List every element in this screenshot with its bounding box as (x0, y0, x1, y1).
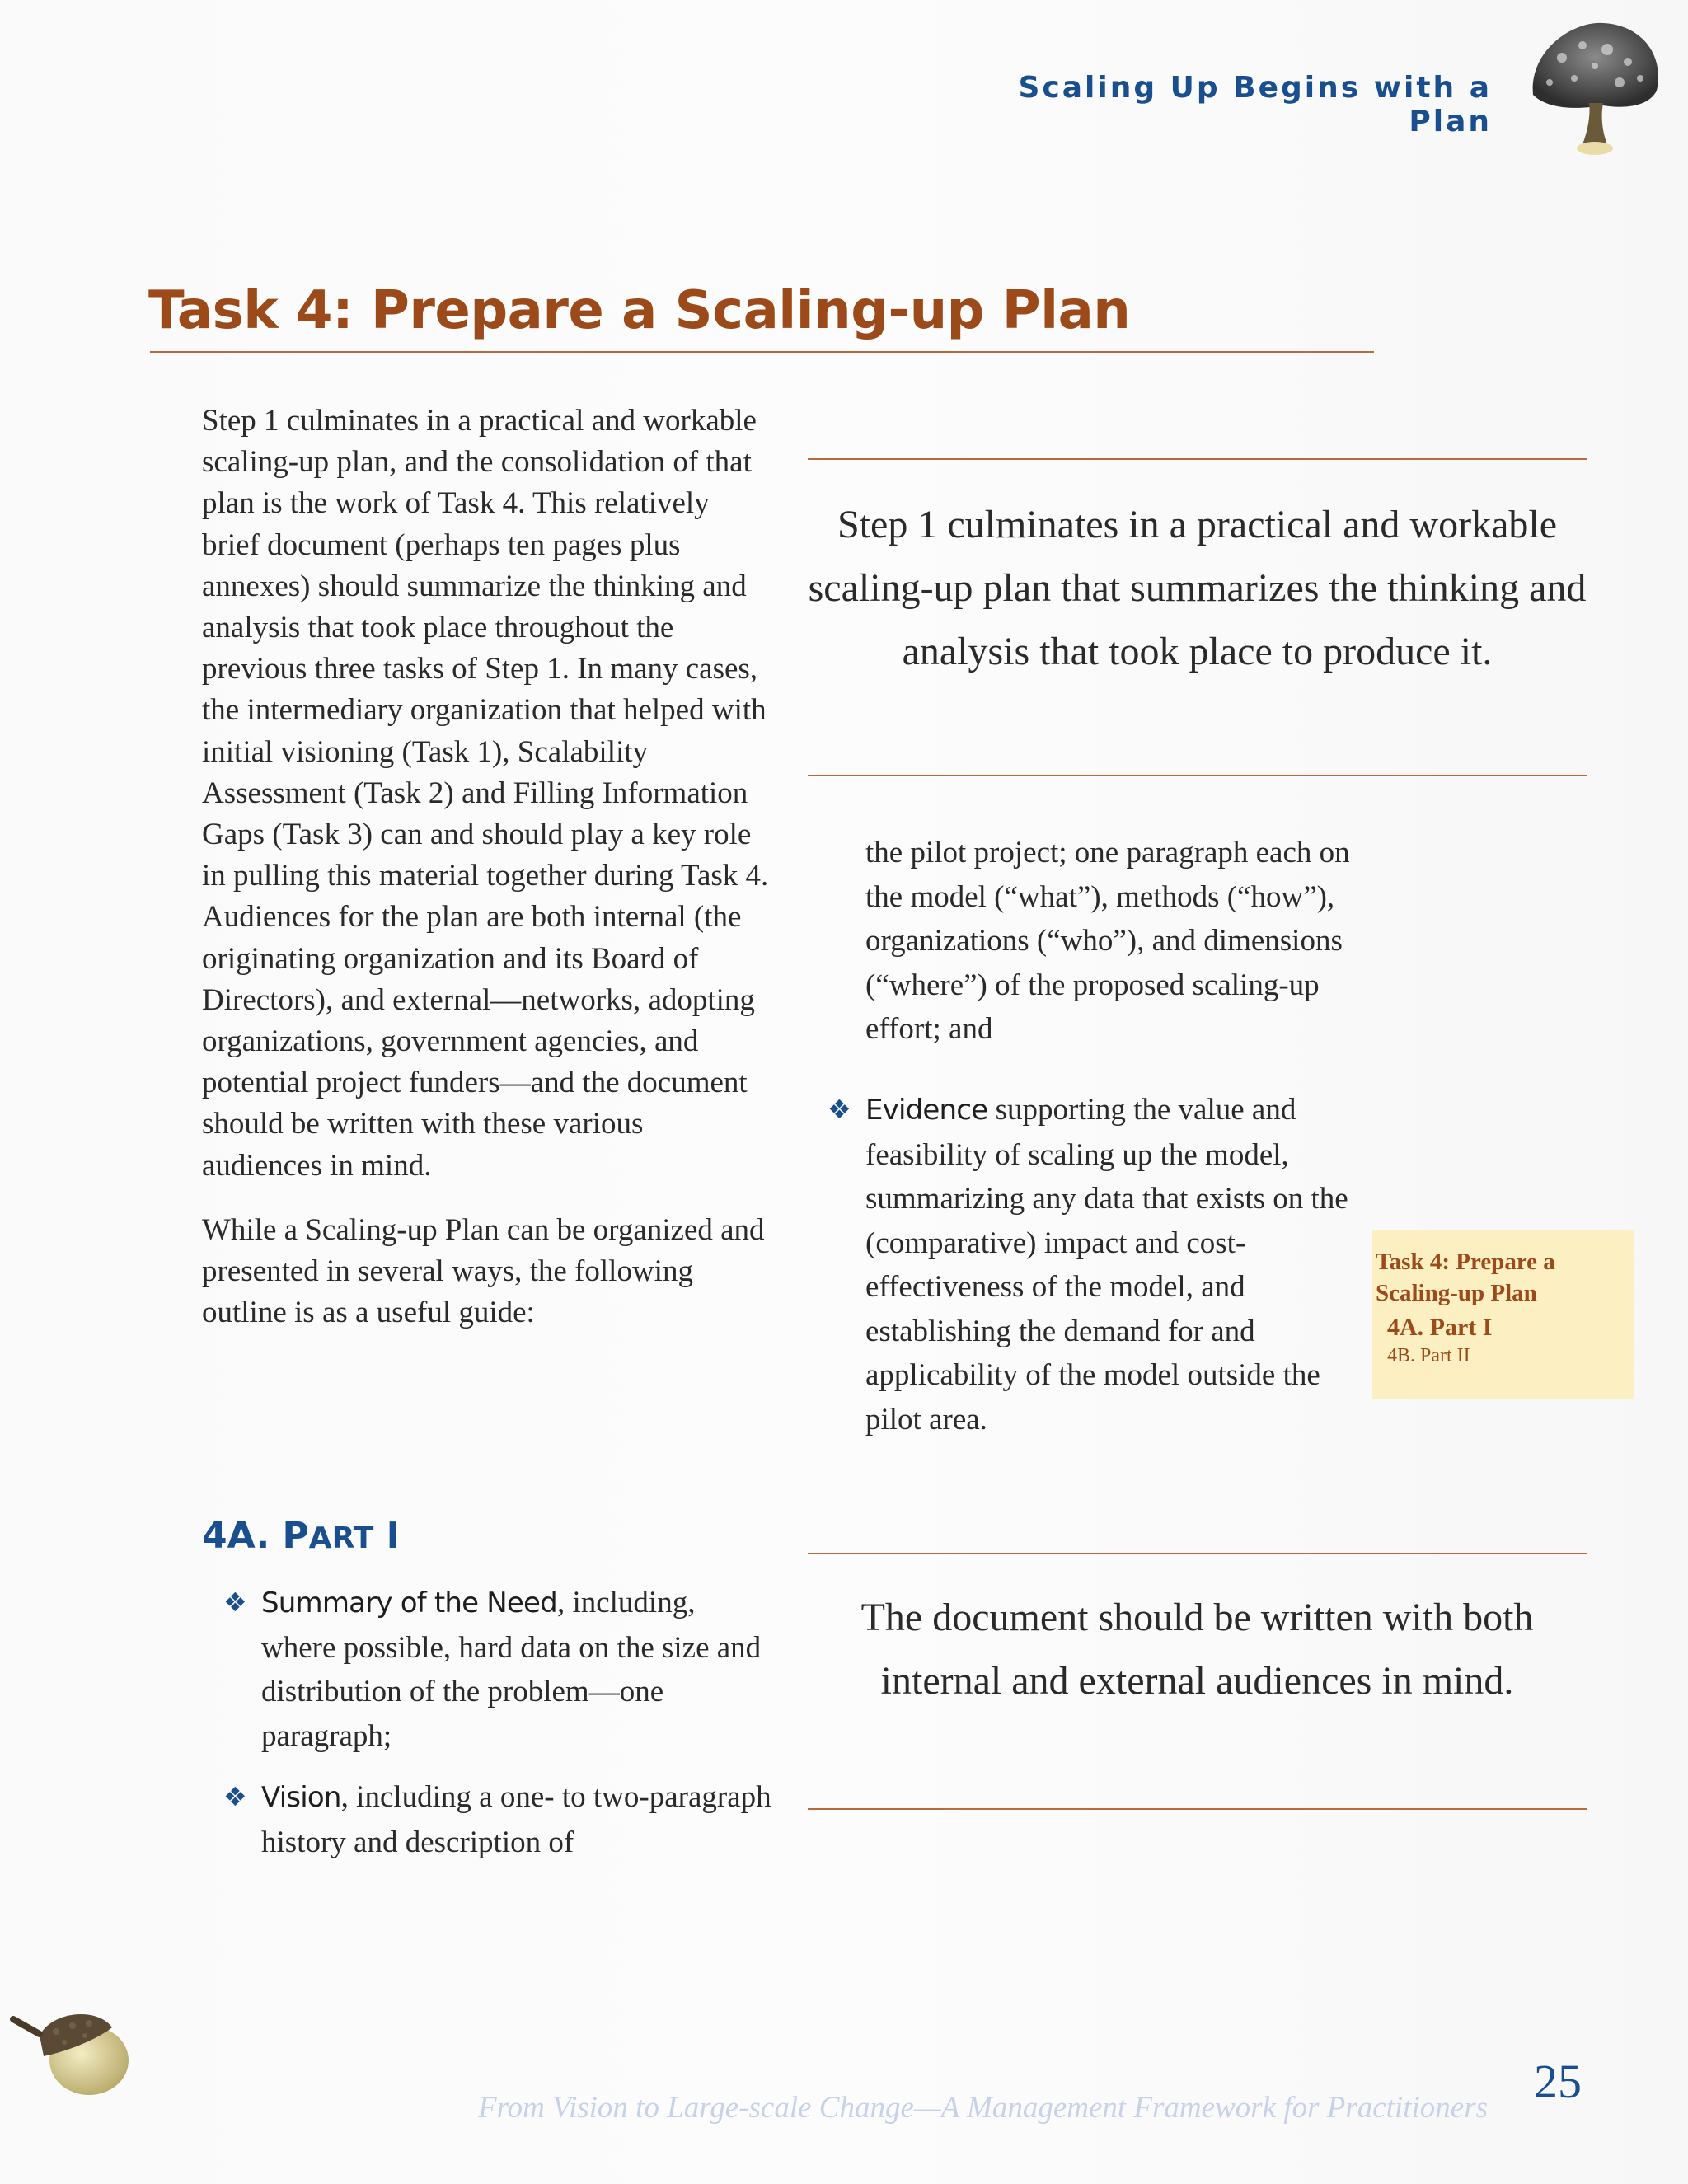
tree-icon (1525, 16, 1665, 157)
body-text-left (202, 401, 771, 1333)
nav-item-part-1[interactable]: 4A. Part I (1387, 1314, 1493, 1341)
diamond-bullet-icon: ❖ (223, 1781, 247, 1812)
running-header: Scaling Up Begins with a Plan (1018, 71, 1492, 138)
bullet-summary-of-need (223, 1581, 776, 1758)
bullet-continuation: the pilot project; one paragraph each on the model (“what”), methods (“how”), organizations (“who”), and dimensions (“where”) of the proposed scaling-up effort; and (865, 836, 1350, 1046)
bullet-term: Evidence (865, 1094, 988, 1127)
pull-quote: The document should be written with both internal and external audiences in mind. (808, 1553, 1587, 1810)
bullet-text: supporting the value and feasibility of scaling up the model, summarizing any data that exists on the (comparative) impact and cost-effectiveness of the model, and establishing the demand for and applicability of the model outside the pilot area. (865, 1093, 1348, 1436)
paragraph-outline: While a Scaling-up Plan can be organized and presented in several ways, the following outline is as a useful guide: (202, 1212, 765, 1330)
bullet-vision (223, 1775, 776, 1864)
section-heading (202, 1515, 400, 1557)
bullet-term: Summary of the Need (261, 1586, 557, 1619)
paragraph-intro: Step 1 culminates in a practical and workable scaling-up plan, and the consolidation of that plan is the work of Task 4. This relatively brief document (perhaps ten pages plus annexes) should summarize the thinking and analysis that took place throughout the previous three tasks of Step 1. In many cases, the intermediary organization that helped with initial visioning (Task 1), Scalability Assessment (Task 2) and Filling Information Gaps (Task 3) can and should play a key role in pulling this material together during Task 4. Audiences for the plan are both internal (the originating organization and its Board of Directors), and external—networks, adopting organizations, government agencies, and potential project funders—and the document should be written with these various audiences in mind. (202, 404, 769, 1183)
bullet-evidence (828, 1088, 1376, 1441)
footer-book-title: From Vision to Large-scale Change—A Management Framework for Practitioners (478, 2091, 1488, 2125)
section-heading-prefix: 4A. P (202, 1515, 309, 1557)
section-nav-box (1372, 1230, 1634, 1399)
section-heading-smallcaps: ART (308, 1521, 374, 1555)
pull-quote: Step 1 culminates in a practical and workable scaling-up plan that summarizes the thinking and analysis that took place to produce it. (808, 458, 1587, 776)
page-number: 25 (1534, 2055, 1582, 2108)
nav-item-part-2[interactable]: 4B. Part II (1387, 1345, 1470, 1366)
diamond-bullet-icon: ❖ (828, 1094, 851, 1125)
acorn-icon (7, 1994, 138, 2102)
section-heading-suffix: I (373, 1515, 400, 1557)
page-title: Task 4: Prepare a Scaling-up Plan (148, 280, 1131, 341)
bullet-text: , including a one- to two-paragraph history and description of (261, 1780, 771, 1859)
nav-title: Task 4: Prepare a Scaling-up Plan (1376, 1249, 1555, 1306)
diamond-bullet-icon: ❖ (223, 1586, 247, 1618)
bullet-term: Vision (261, 1781, 341, 1814)
heading-divider (150, 351, 1374, 353)
bullet-text: , including, where possible, hard data on the size and distribution of the problem—one paragraph; (261, 1586, 762, 1753)
